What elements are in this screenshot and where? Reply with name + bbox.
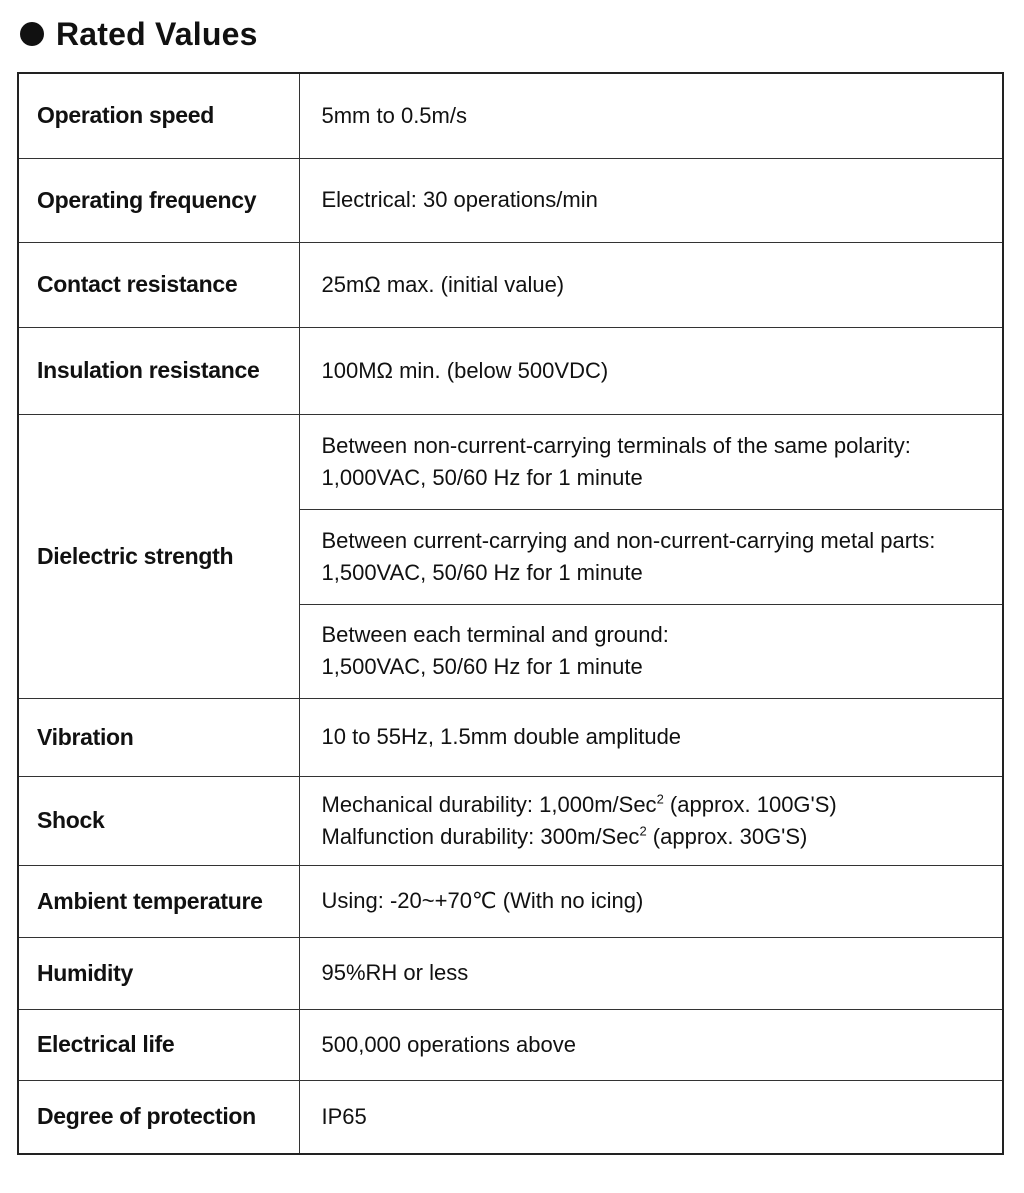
row-label: Humidity [18,937,299,1009]
table-row [18,776,1003,865]
row-label: Electrical life [18,1009,299,1080]
value-text: (approx. 30G'S) [646,823,808,849]
table-row [18,865,1003,937]
row-label: Dielectric strength [18,414,299,698]
row-value: Using: -20~+70℃ (With no icing) [299,865,1003,937]
table-row [18,73,1003,158]
row-value: 95%RH or less [299,937,1003,1009]
section-heading [20,12,258,56]
row-label: Degree of protection [18,1080,299,1154]
value-text: (approx. 100G'S) [663,791,837,817]
table-row [18,698,1003,776]
value-line: Between each terminal and ground: [321,622,669,647]
row-label: Vibration [18,698,299,776]
row-label: Operation speed [18,73,299,158]
value-line: 1,500VAC, 50/60 Hz for 1 minute [321,559,643,585]
table-row [18,1080,1003,1154]
row-value: 500,000 operations above [299,1009,1003,1080]
row-label: Ambient temperature [18,865,299,937]
value-line: Between non-current-carrying terminals of the same polarity: [321,432,911,458]
row-value [299,509,1003,604]
table-row [18,327,1003,414]
value-text: Mechanical durability: 1,000m/Sec [321,791,657,817]
row-value: Electrical: 30 operations/min [299,158,1003,242]
table-row [18,937,1003,1009]
row-value: 100MΩ min. (below 500VDC) [299,327,1003,414]
value-line: 1,000VAC, 50/60 Hz for 1 minute [321,464,643,490]
value-line [322,789,1003,821]
row-value: 5mm to 0.5m/s [299,73,1003,158]
row-value: 10 to 55Hz, 1.5mm double amplitude [299,698,1003,776]
row-label: Contact resistance [18,242,299,327]
bullet-icon [20,22,44,46]
row-label: Shock [18,776,299,865]
row-label: Operating frequency [18,158,299,242]
row-value [299,414,1003,509]
table-row [18,414,1003,509]
value-line: Between current-carrying and non-current-carrying metal parts: [321,527,936,553]
table-row [18,158,1003,242]
row-label: Insulation resistance [18,327,299,414]
superscript: 2 [656,791,664,807]
value-line [322,821,1003,853]
table-row [18,242,1003,327]
row-value: 25mΩ max. (initial value) [299,242,1003,327]
row-value: IP65 [299,1080,1003,1154]
row-value [299,604,1003,698]
value-line: 1,500VAC, 50/60 Hz for 1 minute [321,654,643,679]
table-row [18,1009,1003,1080]
row-value [299,776,1003,865]
value-text: Malfunction durability: 300m/Sec [321,823,640,849]
superscript: 2 [639,823,647,839]
rated-values-table [17,72,1004,1155]
section-title: Rated Values [56,15,258,52]
